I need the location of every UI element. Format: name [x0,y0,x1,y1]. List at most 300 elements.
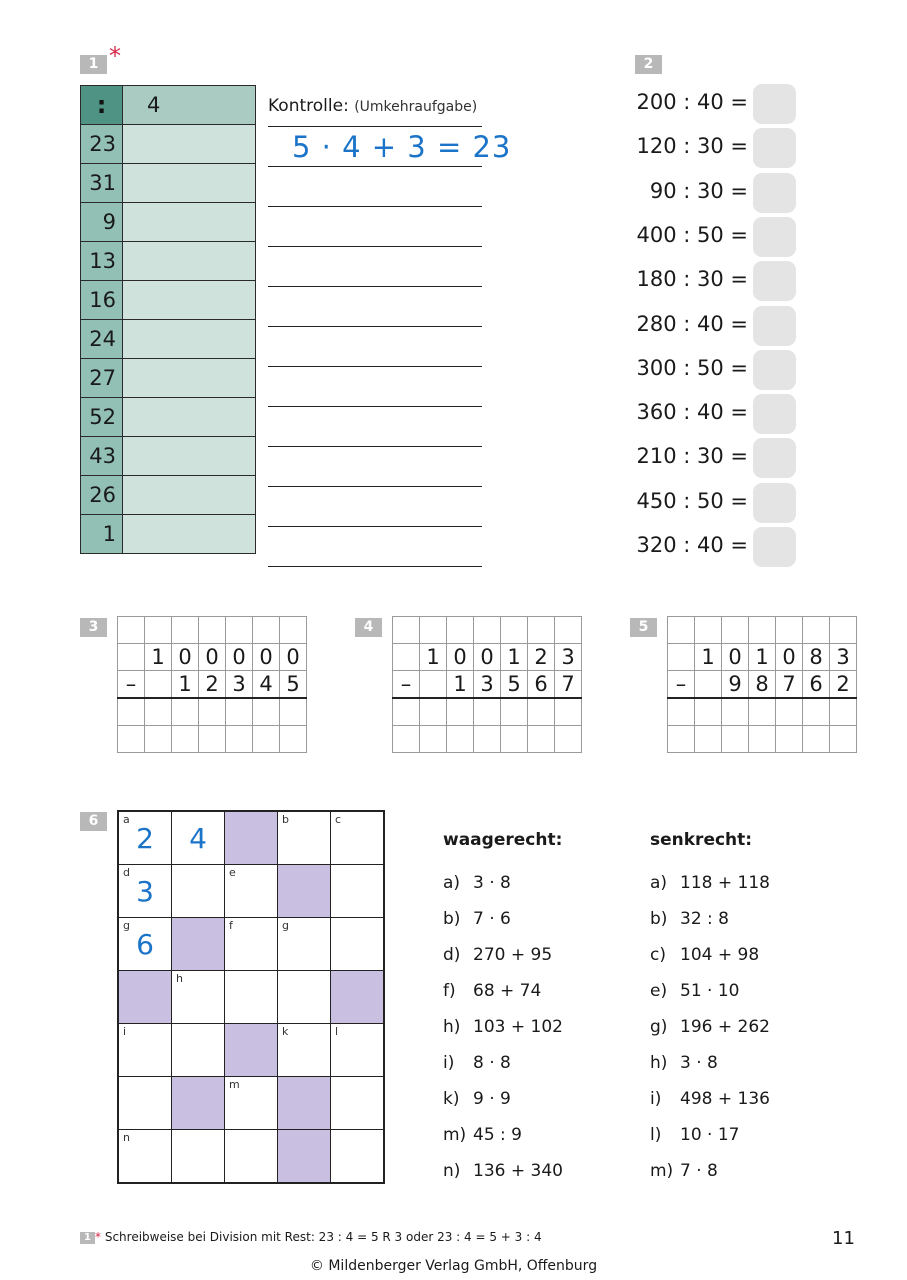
grid-cell[interactable] [420,698,447,726]
grid-cell[interactable] [226,617,253,644]
grid-cell: 0 [474,644,501,671]
answer-box[interactable] [753,217,796,257]
grid-cell[interactable] [749,617,776,644]
division-row [81,281,256,320]
down-clue [650,909,729,929]
footnote-star: * [95,1230,101,1244]
grid-cell[interactable] [420,617,447,644]
clue-expression: 3 · 8 [680,1053,718,1073]
grid-cell: 0 [226,644,253,671]
grid-cell[interactable] [668,617,695,644]
grid-cell[interactable] [668,726,695,753]
task-1-star: * [109,42,121,70]
division-exercise [630,217,800,257]
crossword-cell[interactable] [118,1077,172,1130]
grid-cell[interactable] [447,617,474,644]
clue-key: f) [443,981,456,1001]
grid-cell[interactable] [253,698,280,726]
task-2-badge: 2 [635,55,662,74]
clue-expression: 118 + 118 [680,873,770,893]
division-row [81,515,256,554]
exercise-expression: 90 : 30 = [649,178,748,203]
grid-cell: 8 [803,644,830,671]
clue-key: d) [443,945,461,965]
dividend-cell: 16 [81,281,123,320]
grid-cell[interactable] [145,698,172,726]
clue-expression: 3 · 8 [473,873,511,893]
exercise-expression: 320 : 40 = [636,533,748,557]
grid-cell[interactable] [803,726,830,753]
grid-cell[interactable] [555,726,582,753]
filled-digit: 6 [136,928,154,961]
crossword-block [172,918,225,971]
dividend-cell: 52 [81,398,123,437]
dividend-cell: 1 [81,515,123,554]
grid-cell[interactable] [776,617,803,644]
clue-label: d [123,866,130,879]
grid-cell: 0 [722,644,749,671]
grid-cell: 3 [555,644,582,671]
division-exercise [630,438,800,478]
dividend-cell: 43 [81,437,123,476]
clue-expression: 104 + 98 [680,945,760,965]
clue-expression: 9 · 9 [473,1089,511,1109]
crossword-cell[interactable] [172,811,225,865]
dividend-cell: 13 [81,242,123,281]
divisor-cell: 4 [123,86,256,125]
crossword-cell[interactable] [331,1077,385,1130]
crossword-block [278,1077,331,1130]
clue-key: i) [443,1053,455,1073]
grid-cell: 4 [253,671,280,699]
grid-cell[interactable] [280,698,307,726]
subtraction-grid-3 [117,616,307,753]
division-exercise [630,350,800,390]
grid-cell[interactable] [722,726,749,753]
clue-key: h) [443,1017,461,1037]
answer-cell[interactable] [123,359,256,398]
filled-digit: 4 [189,822,207,855]
across-clue [443,1053,511,1073]
grid-cell: 1 [145,644,172,671]
kontrolle-line[interactable] [268,286,482,287]
answer-cell[interactable] [123,164,256,203]
crossword-cell[interactable] [172,1130,225,1184]
down-title: senkrecht: [650,830,753,850]
crossword-cell[interactable] [225,865,278,918]
grid-cell[interactable] [420,726,447,753]
grid-cell[interactable] [474,698,501,726]
clue-expression: 270 + 95 [473,945,553,965]
grid-cell: 1 [501,644,528,671]
answer-box[interactable] [753,394,796,434]
clue-label: a [123,813,130,826]
clue-key: i) [650,1089,662,1109]
exercise-expression: 400 : 50 = [636,222,748,247]
division-row [81,437,256,476]
kontrolle-line[interactable] [268,206,482,207]
clue-expression: 10 · 17 [680,1125,740,1145]
down-clue [650,873,770,893]
grid-cell [695,671,722,699]
answer-box[interactable] [753,483,796,523]
grid-cell[interactable] [501,617,528,644]
grid-cell [145,671,172,699]
grid-cell[interactable] [830,726,857,753]
grid-cell[interactable] [447,698,474,726]
grid-cell[interactable] [172,726,199,753]
clue-expression: 7 · 8 [680,1161,718,1181]
kontrolle-line[interactable] [268,566,482,567]
grid-cell: 0 [172,644,199,671]
grid-cell[interactable] [722,698,749,726]
clue-expression: 51 · 10 [680,981,740,1001]
kontrolle-line[interactable] [268,406,482,407]
crossword-block [278,1130,331,1184]
grid-cell[interactable] [199,698,226,726]
crossword-cell[interactable] [118,1024,172,1077]
grid-cell[interactable] [695,726,722,753]
crossword-block [118,971,172,1024]
crossword-cell[interactable] [278,1024,331,1077]
grid-cell: 1 [749,644,776,671]
copyright: © Mildenberger Verlag GmbH, Offenburg [309,1258,598,1274]
exercise-expression: 300 : 50 = [636,355,748,380]
clue-key: e) [650,981,668,1001]
grid-cell[interactable] [555,698,582,726]
task-6-badge: 6 [80,812,107,831]
exercise-expression: 360 : 40 = [636,400,748,425]
footnote-badge: 1 [80,1232,95,1244]
grid-cell[interactable] [280,726,307,753]
clue-label: f [229,919,233,932]
grid-cell: 0 [447,644,474,671]
grid-cell[interactable] [253,617,280,644]
subtraction-grid-5 [667,616,857,753]
crossword-cell[interactable] [225,918,278,971]
crossword-block [331,971,385,1024]
clue-key: n) [443,1161,461,1181]
crossword-cell[interactable] [331,918,385,971]
answer-cell[interactable] [123,203,256,242]
clue-key: m) [443,1125,467,1145]
grid-cell: 0 [280,644,307,671]
across-clue [443,909,511,929]
answer-cell[interactable] [123,281,256,320]
grid-cell: 2 [528,644,555,671]
division-exercise [630,261,800,301]
crossword-cell[interactable] [278,811,331,865]
grid-cell: 5 [280,671,307,699]
clue-expression: 68 + 74 [473,981,542,1001]
answer-cell[interactable] [123,320,256,359]
division-exercise [630,306,800,346]
division-exercise [630,128,800,168]
crossword-grid [117,810,385,1184]
dividend-cell: 31 [81,164,123,203]
grid-cell: – [118,671,145,699]
clue-label: n [123,1131,130,1144]
answer-box[interactable] [753,438,796,478]
grid-cell [118,644,145,671]
clue-label: g [282,919,289,932]
task-5-badge: 5 [630,618,657,637]
grid-cell: 1 [172,671,199,699]
clue-expression: 196 + 262 [680,1017,770,1037]
division-row [81,203,256,242]
grid-cell[interactable] [118,726,145,753]
crossword-cell[interactable] [278,971,331,1024]
crossword-block [225,1024,278,1077]
grid-cell[interactable] [118,698,145,726]
clue-key: g) [650,1017,668,1037]
kontrolle-line[interactable] [268,326,482,327]
crossword-cell[interactable] [118,1130,172,1184]
division-operator: : [81,86,123,125]
division-row [81,125,256,164]
kontrolle-heading [268,96,477,116]
kontrolle-line[interactable] [268,166,482,167]
down-clue [650,1125,739,1145]
grid-cell[interactable] [803,617,830,644]
clue-key: a) [650,873,668,893]
crossword-cell[interactable] [225,971,278,1024]
answer-box[interactable] [753,84,796,124]
grid-cell[interactable] [668,698,695,726]
grid-cell [393,644,420,671]
across-clue [443,981,541,1001]
clue-label: h [176,972,183,985]
grid-cell[interactable] [253,726,280,753]
task-3-badge: 3 [80,618,107,637]
division-exercise [630,173,800,213]
crossword-cell[interactable] [172,865,225,918]
grid-cell[interactable] [776,698,803,726]
clue-key: a) [443,873,461,893]
grid-cell: 5 [501,671,528,699]
answer-box[interactable] [753,350,796,390]
grid-cell: 0 [199,644,226,671]
filled-digit: 2 [136,822,154,855]
grid-cell[interactable] [501,698,528,726]
division-table [80,85,256,554]
clue-expression: 498 + 136 [680,1089,770,1109]
answer-box[interactable] [753,527,796,567]
across-clue [443,1161,563,1181]
kontrolle-line[interactable] [268,446,482,447]
answer-cell[interactable] [123,437,256,476]
down-clue [650,945,759,965]
task-1-badge: 1 [80,55,107,74]
grid-cell[interactable] [474,726,501,753]
page-number: 11 [832,1228,855,1249]
grid-cell[interactable] [749,726,776,753]
grid-cell: 3 [474,671,501,699]
crossword-cell[interactable] [331,1130,385,1184]
clue-label: e [229,866,236,879]
crossword-cell[interactable] [331,1024,385,1077]
crossword-cell[interactable] [331,811,385,865]
grid-cell[interactable] [803,698,830,726]
crossword-cell[interactable] [118,865,172,918]
grid-cell[interactable] [280,617,307,644]
grid-cell[interactable] [501,726,528,753]
crossword-cell[interactable] [118,918,172,971]
grid-cell[interactable] [199,726,226,753]
crossword-block [278,865,331,918]
crossword-block [225,811,278,865]
clue-key: c) [650,945,666,965]
answer-cell[interactable] [123,242,256,281]
clue-label: k [282,1025,289,1038]
clue-expression: 8 · 8 [473,1053,511,1073]
grid-cell: 1 [420,644,447,671]
crossword-cell[interactable] [172,1024,225,1077]
grid-cell[interactable] [528,698,555,726]
grid-cell[interactable] [118,617,145,644]
across-clue [443,873,511,893]
grid-cell[interactable] [172,698,199,726]
grid-cell[interactable] [199,617,226,644]
grid-cell[interactable] [145,726,172,753]
division-row [81,242,256,281]
clue-key: h) [650,1053,668,1073]
across-clue [443,945,552,965]
grid-cell[interactable] [145,617,172,644]
kontrolle-line[interactable] [268,486,482,487]
clue-expression: 45 : 9 [473,1125,522,1145]
grid-cell: 2 [199,671,226,699]
division-row [81,320,256,359]
clue-expression: 136 + 340 [473,1161,563,1181]
grid-cell[interactable] [528,726,555,753]
grid-cell[interactable] [474,617,501,644]
clue-label: m [229,1078,240,1091]
dividend-cell: 9 [81,203,123,242]
down-clue [650,1017,770,1037]
clue-key: b) [650,909,668,929]
grid-cell: 7 [555,671,582,699]
grid-cell[interactable] [226,698,253,726]
division-row [81,164,256,203]
crossword-cell[interactable] [225,1077,278,1130]
grid-cell[interactable] [722,617,749,644]
answer-cell[interactable] [123,398,256,437]
clue-expression: 32 : 8 [680,909,729,929]
exercise-expression: 120 : 30 = [636,134,748,159]
grid-cell[interactable] [447,726,474,753]
division-row [81,359,256,398]
grid-cell[interactable] [695,698,722,726]
grid-cell: 3 [226,671,253,699]
clue-expression: 7 · 6 [473,909,511,929]
division-exercise [630,394,800,434]
grid-cell[interactable] [393,617,420,644]
grid-cell[interactable] [830,698,857,726]
exercise-expression: 200 : 40 = [636,90,748,114]
exercise-expression: 280 : 40 = [636,311,748,336]
crossword-cell[interactable] [331,865,385,918]
kontrolle-line[interactable] [268,246,482,247]
dividend-cell: 23 [81,125,123,164]
grid-cell: 3 [830,644,857,671]
crossword-cell[interactable] [278,918,331,971]
task-4-badge: 4 [355,618,382,637]
down-clue [650,1053,718,1073]
clue-key: k) [443,1089,460,1109]
clue-label: g [123,919,130,932]
answer-box[interactable] [753,306,796,346]
kontrolle-line[interactable] [268,526,482,527]
crossword-cell[interactable] [225,1130,278,1184]
grid-cell[interactable] [695,617,722,644]
grid-cell [668,644,695,671]
dividend-cell: 27 [81,359,123,398]
grid-cell[interactable] [776,726,803,753]
across-clue [443,1017,563,1037]
grid-cell[interactable] [528,617,555,644]
grid-cell[interactable] [830,617,857,644]
footnote [80,1230,542,1244]
across-clue [443,1125,522,1145]
kontrolle-note: (Umkehraufgabe) [354,99,478,115]
across-title: waagerecht: [443,830,563,850]
down-clue [650,981,739,1001]
clue-label: b [282,813,289,826]
grid-cell[interactable] [172,617,199,644]
exercise-expression: 180 : 30 = [636,267,748,292]
grid-cell: 9 [722,671,749,699]
answer-cell[interactable] [123,125,256,164]
grid-cell[interactable] [393,726,420,753]
clue-expression: 103 + 102 [473,1017,563,1037]
grid-cell: 6 [803,671,830,699]
across-clue [443,1089,511,1109]
clue-key: l) [650,1125,662,1145]
grid-cell[interactable] [749,698,776,726]
crossword-cell[interactable] [118,811,172,865]
grid-cell[interactable] [555,617,582,644]
grid-cell: – [668,671,695,699]
filled-digit: 3 [136,875,154,908]
kontrolle-line[interactable] [268,366,482,367]
answer-box[interactable] [753,261,796,301]
division-exercise [630,84,800,124]
division-exercise [630,483,800,523]
example-check: 5 · 4 + 3 = 23 [292,130,512,164]
footnote-text: Schreibweise bei Division mit Rest: 23 : 4 = 5 R 3 oder 23 : 4 = 5 + 3 : 4 [104,1230,542,1244]
crossword-cell[interactable] [172,971,225,1024]
kontrolle-label: Kontrolle: [268,96,349,116]
grid-cell [420,671,447,699]
answer-cell[interactable] [123,476,256,515]
exercise-expression: 450 : 50 = [636,488,748,513]
clue-label: l [335,1025,339,1038]
kontrolle-line [268,126,482,127]
answer-box[interactable] [753,128,796,168]
crossword-block [172,1077,225,1130]
answer-cell[interactable] [123,515,256,554]
grid-cell[interactable] [226,726,253,753]
down-clue [650,1089,770,1109]
exercise-expression: 210 : 30 = [636,444,748,469]
answer-box[interactable] [753,173,796,213]
subtraction-grid-4 [392,616,582,753]
dividend-cell: 24 [81,320,123,359]
clue-key: b) [443,909,461,929]
grid-cell[interactable] [393,698,420,726]
grid-cell: 8 [749,671,776,699]
